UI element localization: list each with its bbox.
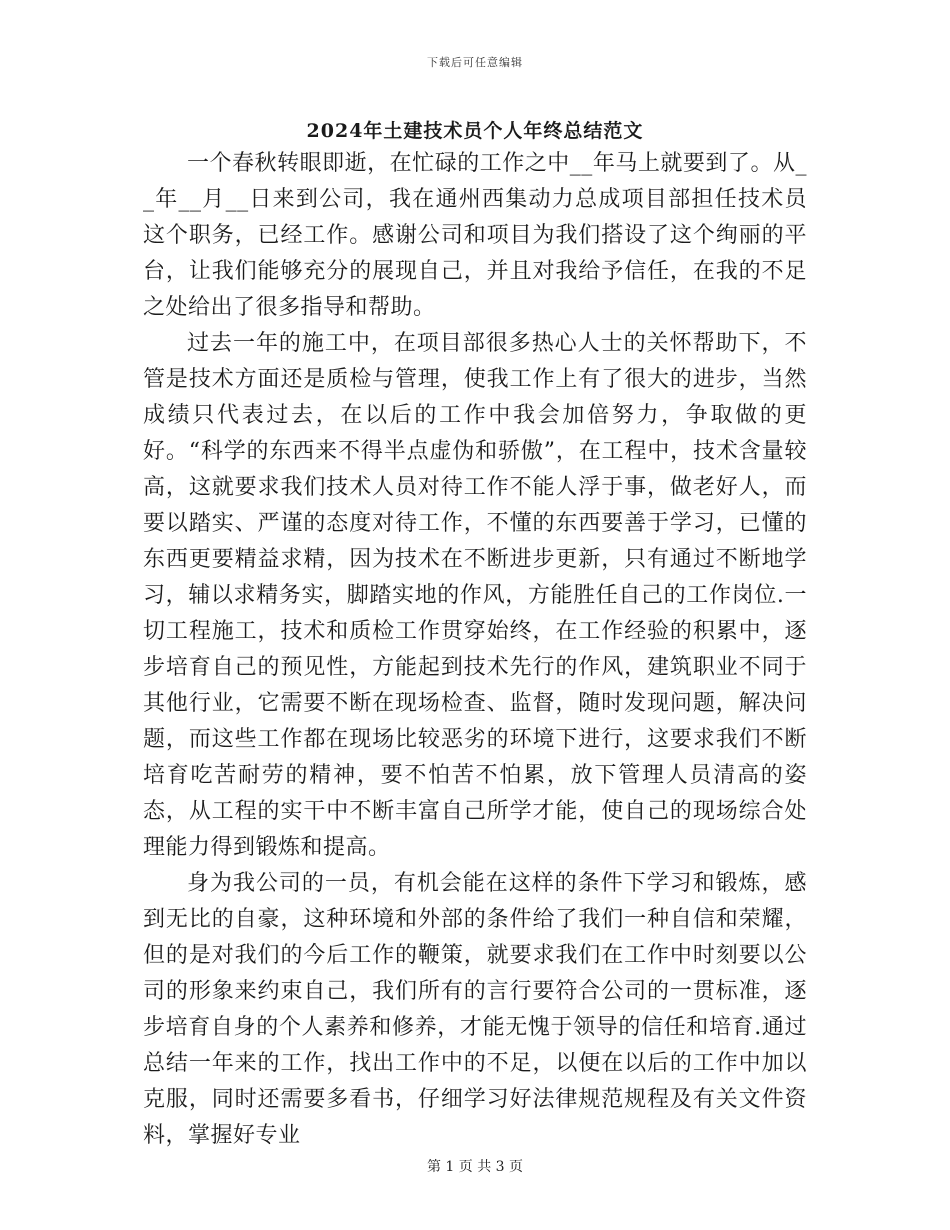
paragraph-2: 过去一年的施工中，在项目部很多热心人士的关怀帮助下，不管是技术方面还是质检与管理，使我工作上有了很大的进步，当然成绩只代表过去，在以后的工作中我会加倍努力，争取做的更好。“科学的东西来不得半点虚伪和骄傲”，在工程中，技术含量较高，这就要求我们技术人员对待工作不能人浮于事，做老好人，而要以踏实、严谨的态度对待工作，不懂的东西要善于学习，已懂的东西更要精益求精，因为技术在不断进步更新，只有通过不断地学习，辅以求精务实，脚踏实地的作风，方能胜任自己的工作岗位.一切工程施工，技术和质检工作贯穿始终，在工作经验的积累中，逐步培育自己的预见性，方能起到技术先行的作风，建筑职业不同于其他行业，它需要不断在现场检查、监督，随时发现问题，解决问题，而这些工作都在现场比较恶劣的环境下进行，这要求我们不断培育吃苦耐劳的精神，要不怕苦不怕累，放下管理人员清高的姿态，从工程的实干中不断丰富自己所学才能，使自己的现场综合处理能力得到锻炼和提高。 [143, 331, 807, 860]
paragraph-3: 身为我公司的一员，有机会能在这样的条件下学习和锻炼，感到无比的自豪，这种环境和外部的条件给了我们一种自信和荣耀，但的是对我们的今后工作的鞭策，就要求我们在工作中时刻要以公司的形象来约束自己，我们所有的言行要符合公司的一贯标准，逐步培育自身的个人素养和修养，才能无愧于领导的信任和培育.通过总结一年来的工作，找出工作中的不足，以便在以后的工作中加以克服，同时还需要多看书，仔细学习好法律规范规程及有关文件资料，掌握好专业 [143, 871, 807, 1148]
document-body [143, 146, 807, 1154]
page-number: 第 1 页 共 3 页 [426, 1159, 524, 1175]
header-note: 下载后可任意编辑 [427, 56, 523, 69]
document-title: 2024年土建技术员个人年终总结范文 [306, 120, 644, 142]
paragraph-1: 一个春秋转眼即逝，在忙碌的工作之中__年马上就要到了。从__年__月__日来到公司，我在通州西集动力总成项目部担任技术员这个职务，已经工作。感谢公司和项目为我们搭设了这个绚丽的平台，让我们能够充分的展现自己，并且对我给予信任，在我的不足之处给出了很多指导和帮助。 [143, 151, 807, 320]
